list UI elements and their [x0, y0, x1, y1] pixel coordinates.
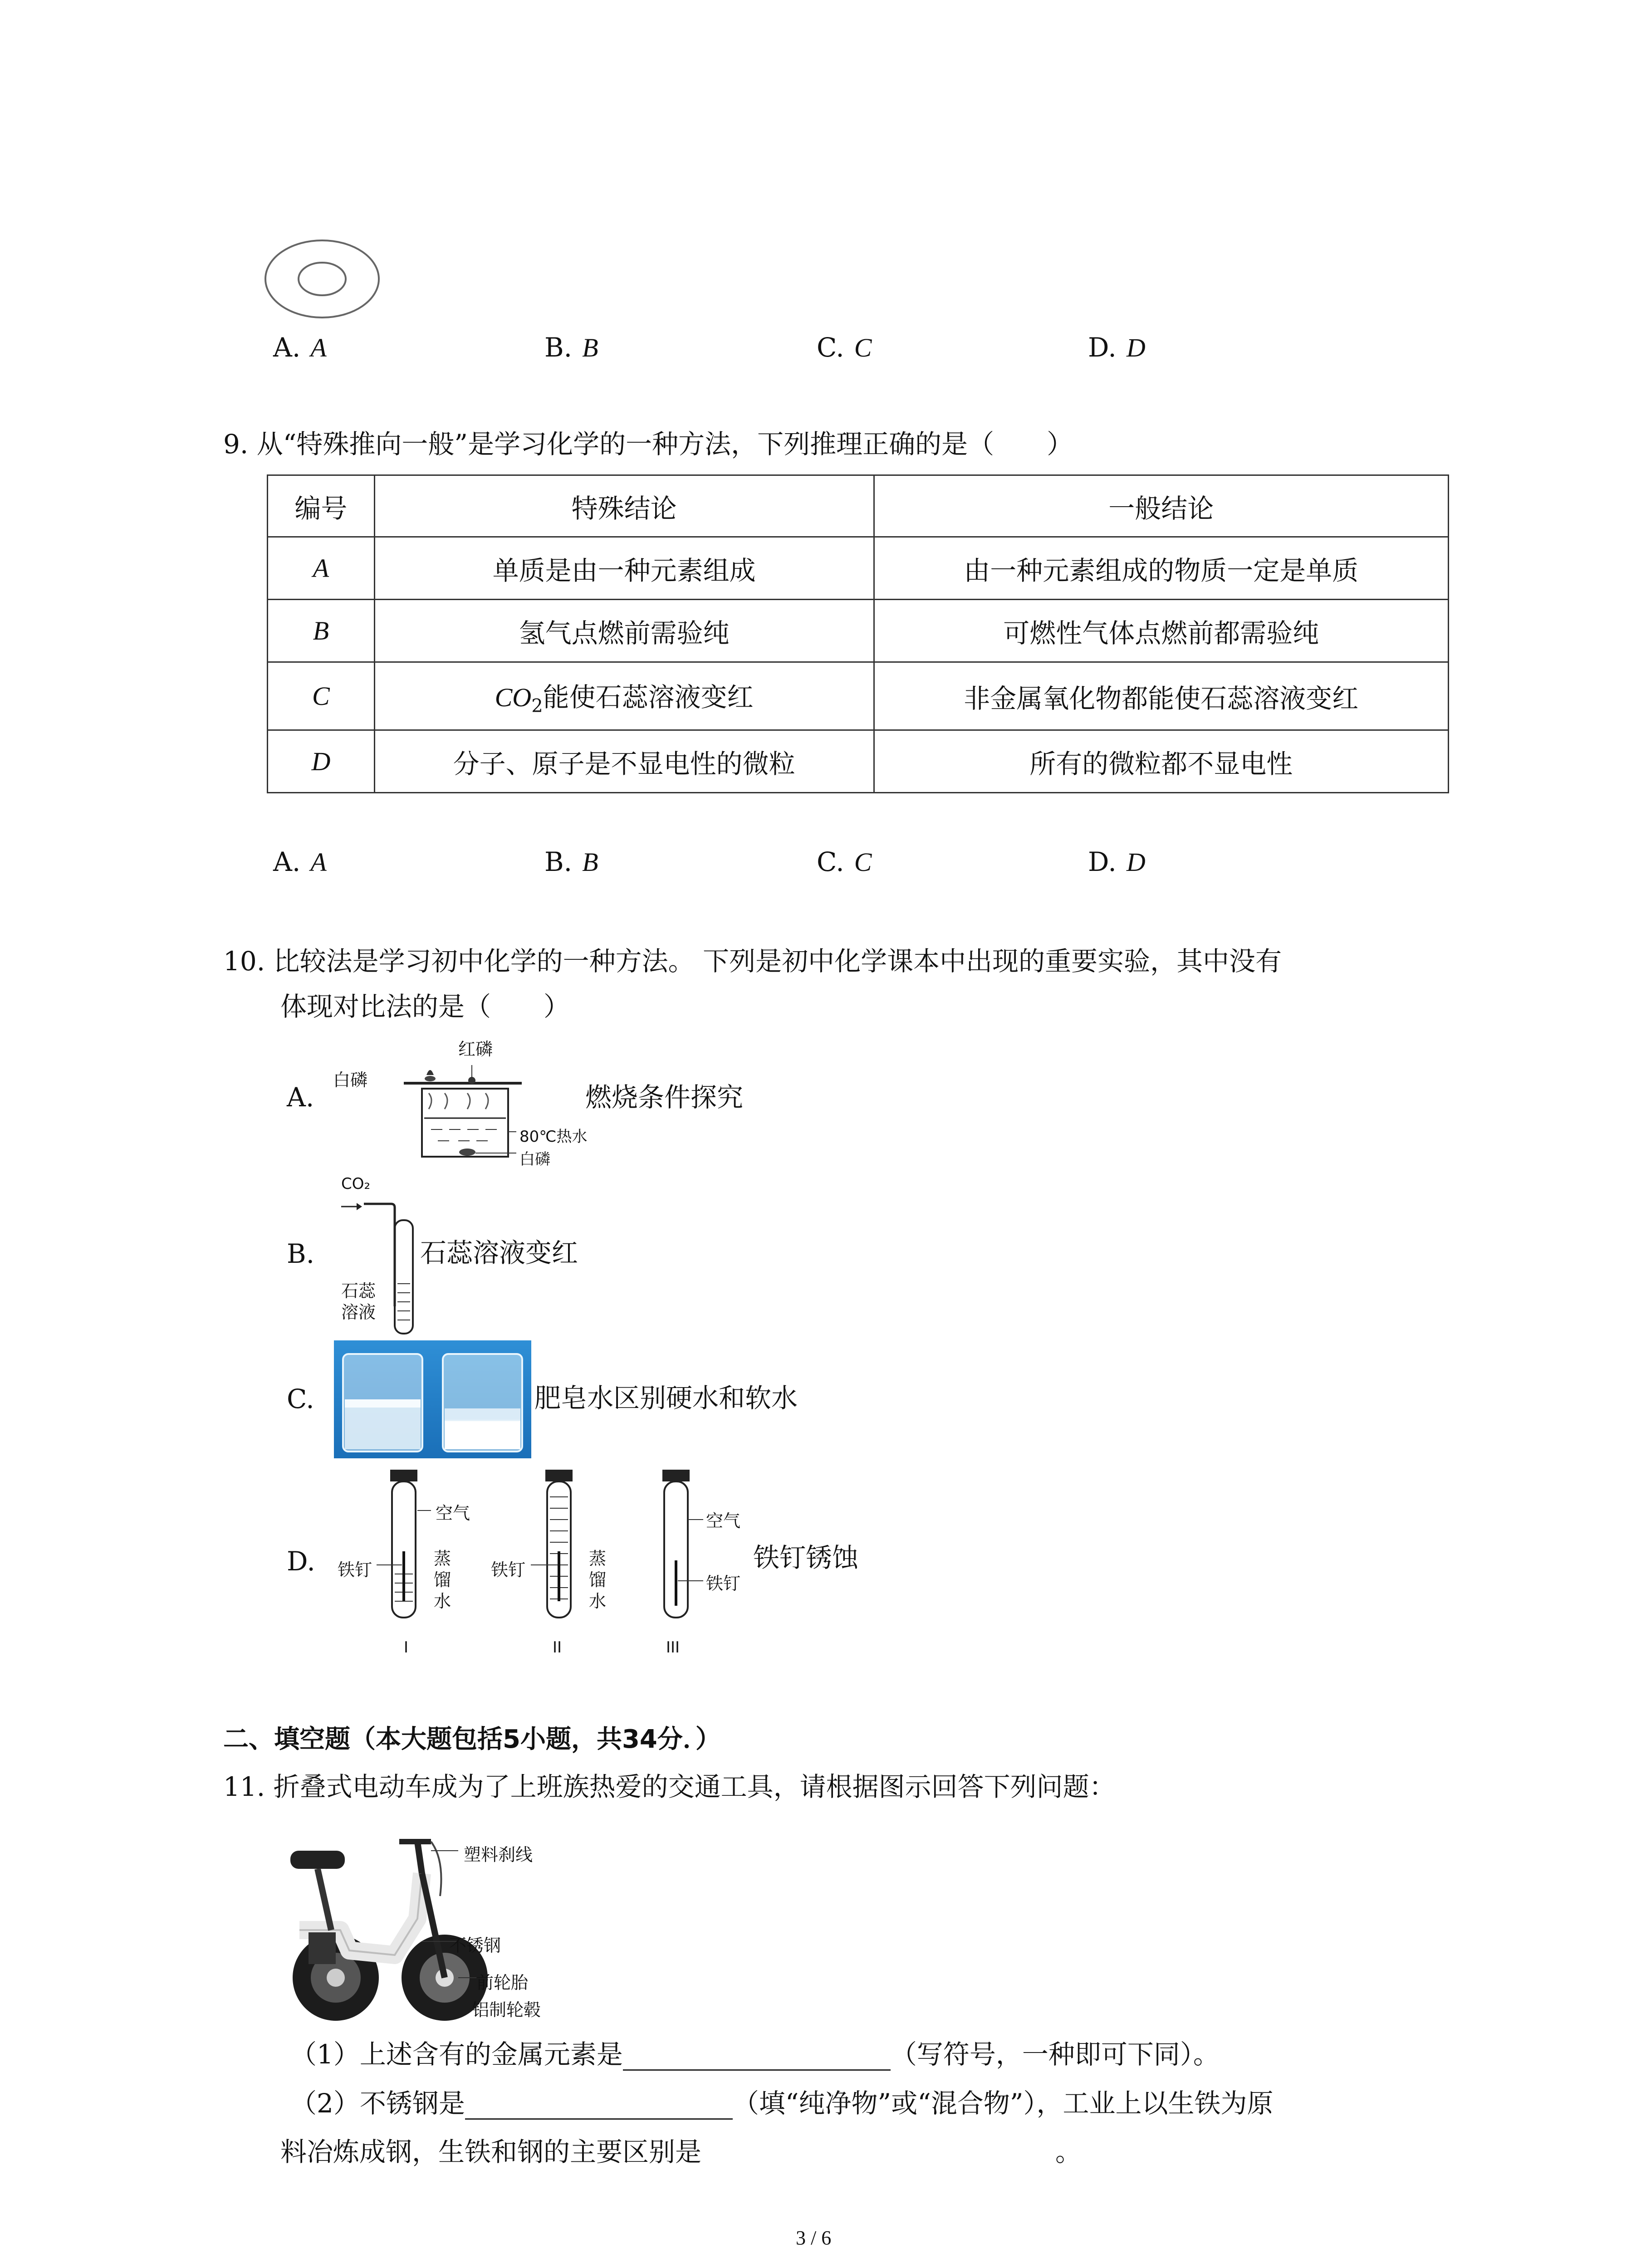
label-plastic-brake-line: 塑料刹线: [464, 1845, 533, 1865]
special-conclusion: 氢气点燃前需验纯: [374, 600, 874, 662]
general-conclusion: 非金属氧化物都能使石蕊溶液变红: [874, 662, 1448, 730]
section-title: 二、填空题（本大题包括5小题，共34分．）: [223, 1725, 721, 1754]
special-conclusion: 单质是由一种元素组成: [374, 537, 874, 600]
q9-stem: 9. 从“特殊推向一般”是学习化学的一种方法，下列推理正确的是（ ）: [223, 429, 1073, 459]
q9-option-c[interactable]: C. C: [817, 846, 872, 877]
answer-blank-1[interactable]: [623, 2043, 891, 2071]
q10-option-c[interactable]: C.: [287, 1383, 314, 1414]
general-conclusion: 由一种元素组成的物质一定是单质: [874, 537, 1448, 600]
hard-soft-water-beakers-photo: [334, 1340, 531, 1458]
label-dw-1b: 馏: [434, 1570, 451, 1590]
label-front-tire: 前轮胎: [476, 1973, 529, 1993]
label-dw-2b: 馏: [589, 1570, 607, 1590]
label-air-3: 空气: [706, 1511, 741, 1531]
label-stainless-steel: 不锈钢: [449, 1936, 501, 1955]
row-key: C: [268, 662, 375, 730]
label-nail-2: 铁钉: [491, 1560, 526, 1580]
q10-a-caption: 燃烧条件探究: [585, 1082, 744, 1113]
table-row: [268, 730, 1449, 793]
label-dw-2c: 水: [589, 1591, 607, 1611]
q9-option-d[interactable]: D. D: [1088, 846, 1146, 877]
table-row: [268, 662, 1449, 730]
q10-option-d[interactable]: D.: [287, 1546, 315, 1577]
header-cell: 一般结论: [874, 475, 1448, 537]
label-hot-water: 80℃热水: [519, 1128, 588, 1146]
label-dw-1c: 水: [434, 1591, 451, 1611]
header-cell: 编号: [268, 475, 375, 537]
label-litmus-2: 溶液: [341, 1302, 376, 1322]
q11-part2-line2: 料冶炼成钢，生铁和钢的主要区别是 。: [280, 2136, 1082, 2167]
label-air-1: 空气: [436, 1503, 470, 1523]
label-white-phosphorus-bottom: 白磷: [519, 1150, 550, 1168]
row-key: A: [268, 537, 375, 600]
special-conclusion: 分子、原子是不显电性的微粒: [374, 730, 874, 793]
label-white-phosphorus-top: 白磷: [333, 1070, 368, 1090]
label-nail-3: 铁钉: [706, 1574, 741, 1593]
label-tube-1: I: [404, 1638, 409, 1657]
ring-figure: [263, 236, 386, 322]
label-tube-2: II: [553, 1638, 562, 1657]
label-dw-2a: 蒸: [589, 1549, 607, 1569]
table-row: [268, 537, 1449, 600]
table-row: [268, 600, 1449, 662]
q10-c-caption: 肥皂水区别硬水和软水: [534, 1383, 798, 1413]
q9-table: [267, 474, 1449, 793]
q10-d-caption: 铁钉锈蚀: [753, 1542, 859, 1573]
q11-stem: 11. 折叠式电动车成为了上班族热爱的交通工具，请根据图示回答下列问题：: [223, 1771, 1116, 1802]
header-cell: 特殊结论: [374, 475, 874, 537]
row-key: D: [268, 730, 375, 793]
label-litmus-1: 石蕊: [341, 1281, 376, 1301]
table-header-row: [268, 475, 1449, 537]
general-conclusion: 可燃性气体点燃前都需验纯: [874, 600, 1448, 662]
q9-option-a[interactable]: A. A: [273, 846, 327, 877]
q10-b-caption: 石蕊溶液变红: [420, 1237, 578, 1268]
q8-option-b[interactable]: B. B: [544, 332, 598, 363]
answer-blank-2[interactable]: [465, 2092, 733, 2120]
label-co2: CO₂: [341, 1175, 371, 1193]
special-conclusion: $CO_2$能使石蕊溶液变红: [374, 662, 874, 730]
page-number: 3 / 6: [796, 2227, 832, 2249]
q10-stem-line1: 10. 比较法是学习初中化学的一种方法。 下列是初中化学课本中出现的重要实验，其中没有: [223, 946, 1282, 977]
general-conclusion: 所有的微粒都不显电性: [874, 730, 1448, 793]
label-red-phosphorus: 红磷: [458, 1039, 493, 1059]
label-dw-1a: 蒸: [434, 1549, 451, 1569]
q8-option-d[interactable]: D. D: [1088, 332, 1146, 363]
q11-part1: （1）上述含有的金属元素是 （写符号，一种即可下同）。: [290, 2039, 1220, 2070]
q10-option-b[interactable]: B.: [287, 1238, 315, 1269]
label-tube-3: III: [666, 1638, 680, 1657]
q9-option-b[interactable]: B. B: [544, 846, 598, 877]
q8-option-c[interactable]: C. C: [817, 332, 872, 363]
label-aluminum-hub: 铝制轮毂: [472, 2000, 541, 2020]
label-nail-1: 铁钉: [338, 1560, 372, 1580]
q10-option-a[interactable]: A.: [287, 1082, 314, 1113]
q10-stem-line2: 体现对比法的是（ ）: [280, 991, 570, 1022]
row-key: B: [268, 600, 375, 662]
q11-part2: （2）不锈钢是 （填“纯净物”或“混合物”），工业上以生铁为原: [290, 2088, 1274, 2119]
q8-option-a[interactable]: A. A: [273, 332, 327, 363]
